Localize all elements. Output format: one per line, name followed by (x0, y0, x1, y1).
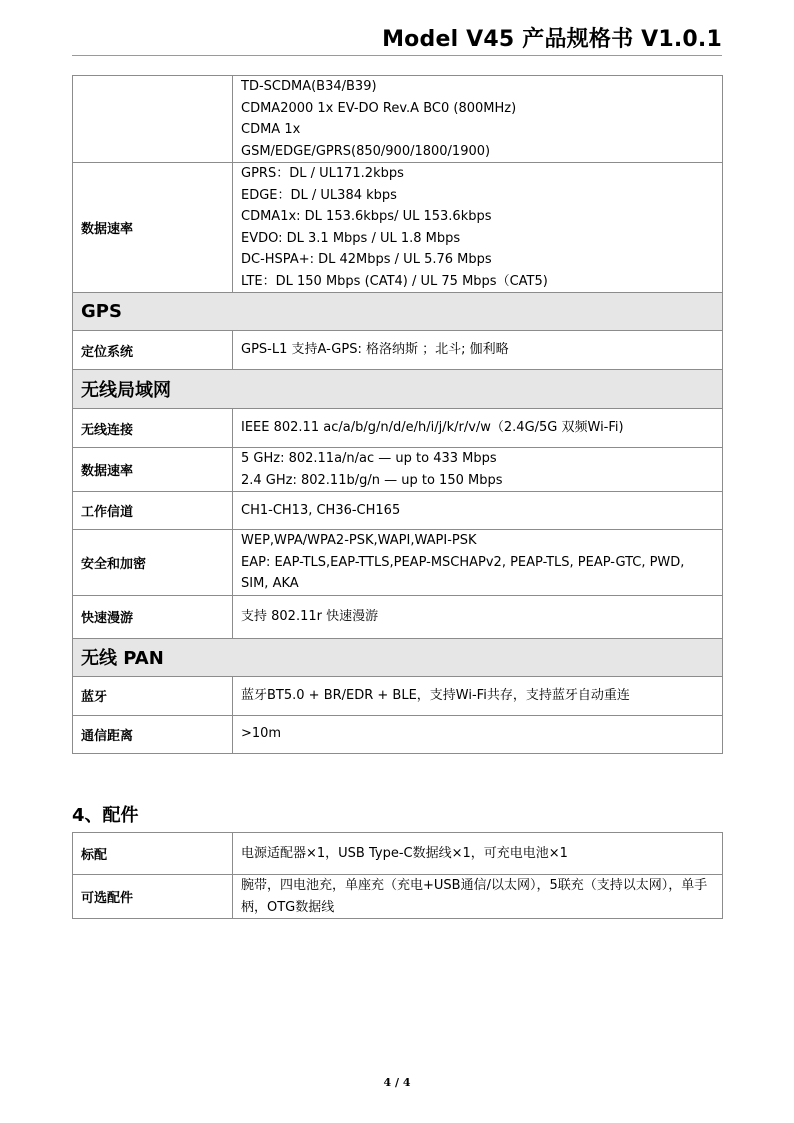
table-row (73, 833, 723, 875)
table-cell-value (233, 76, 723, 163)
data-rate-label: 数据速率 (73, 163, 233, 293)
security-value (233, 530, 723, 596)
table-row (73, 331, 723, 370)
table-row (73, 163, 723, 293)
roaming-value: 支持 802.11r 快速漫游 (233, 595, 723, 638)
spec-table (72, 75, 723, 754)
table-row (73, 409, 723, 448)
document-header-title: Model V45 产品规格书 V1.0.1 (382, 27, 722, 52)
standard-accessories-value: 电源适配器×1，USB Type-C数据线×1，可充电电池×1 (233, 833, 723, 875)
optional-accessories-label: 可选配件 (73, 875, 233, 919)
roaming-label: 快速漫游 (73, 595, 233, 638)
table-row (73, 595, 723, 638)
wlan-data-rate-label: 数据速率 (73, 448, 233, 492)
page-number: 4 / 4 (383, 1076, 411, 1089)
data-rate-line: EVDO: DL 3.1 Mbps / UL 1.8 Mbps (241, 230, 461, 246)
data-rate-line: EDGE：DL / UL384 kbps (241, 187, 397, 203)
table-row (73, 715, 723, 753)
bluetooth-value: 蓝牙BT5.0 + BR/EDR + BLE，支持Wi-Fi共存，支持蓝牙自动重连 (233, 676, 723, 715)
table-cell-label (73, 76, 233, 163)
band-line: GSM/EDGE/GPRS(850/900/1800/1900) (241, 143, 491, 159)
wlan-section-heading: 无线局域网 (73, 370, 723, 409)
band-line: TD-SCDMA(B34/B39) (241, 79, 377, 94)
table-row (73, 530, 723, 596)
data-rate-line: GPRS：DL / UL171.2kbps (241, 166, 404, 181)
data-rate-line: CDMA1x: DL 153.6kbps/ UL 153.6kbps (241, 209, 492, 224)
header-divider (72, 55, 722, 56)
channels-label: 工作信道 (73, 492, 233, 530)
data-rate-line: DC-HSPA+: DL 42Mbps / UL 5.76 Mbps (241, 252, 492, 267)
bluetooth-label: 蓝牙 (73, 676, 233, 715)
positioning-label: 定位系统 (73, 331, 233, 370)
accessories-heading: 4、配件 (72, 805, 139, 826)
section-row (73, 293, 723, 331)
table-row (73, 875, 723, 919)
section-row (73, 638, 723, 676)
range-label: 通信距离 (73, 715, 233, 753)
wlan-data-rate-value (233, 448, 723, 492)
security-line: WEP,WPA/WPA2-PSK,WAPI,WAPI-PSK (241, 533, 477, 548)
table-row (73, 76, 723, 163)
security-label: 安全和加密 (73, 530, 233, 596)
optional-accessories-value: 腕带，四电池充，单座充（充电+USB通信/以太网），5联充（支持以太网），单手柄，OTG数据线 (233, 875, 723, 919)
table-row (73, 492, 723, 530)
band-line: CDMA2000 1x EV-DO Rev.A BC0 (800MHz) (241, 100, 517, 116)
range-value: >10m (233, 715, 723, 753)
table-row (73, 676, 723, 715)
wlan-rate-line: 2.4 GHz: 802.11b/g/n — up to 150 Mbps (241, 472, 503, 488)
wireless-connection-value: IEEE 802.11 ac/a/b/g/n/d/e/h/i/j/k/r/v/w（2.4G/5G 双频Wi-Fi) (233, 409, 723, 448)
wireless-connection-label: 无线连接 (73, 409, 233, 448)
pan-section-heading: 无线 PAN (73, 638, 723, 676)
gps-section-heading: GPS (73, 293, 723, 331)
table-row (73, 448, 723, 492)
accessories-table (72, 832, 723, 919)
data-rate-value (233, 163, 723, 293)
wlan-rate-line: 5 GHz: 802.11a/n/ac — up to 433 Mbps (241, 451, 497, 466)
channels-value: CH1-CH13, CH36-CH165 (233, 492, 723, 530)
standard-accessories-label: 标配 (73, 833, 233, 875)
section-row (73, 370, 723, 409)
positioning-value: GPS-L1 支持A-GPS: 格洛纳斯 ；北斗; 伽利略 (233, 331, 723, 370)
security-line: EAP: EAP-TLS,EAP-TTLS,PEAP-MSCHAPv2, PEAP-TLS, PEAP-GTC, PWD, SIM, AKA (241, 554, 685, 591)
data-rate-line: LTE：DL 150 Mbps (CAT4) / UL 75 Mbps（CAT5) (241, 273, 548, 289)
band-line: CDMA 1x (241, 122, 301, 137)
